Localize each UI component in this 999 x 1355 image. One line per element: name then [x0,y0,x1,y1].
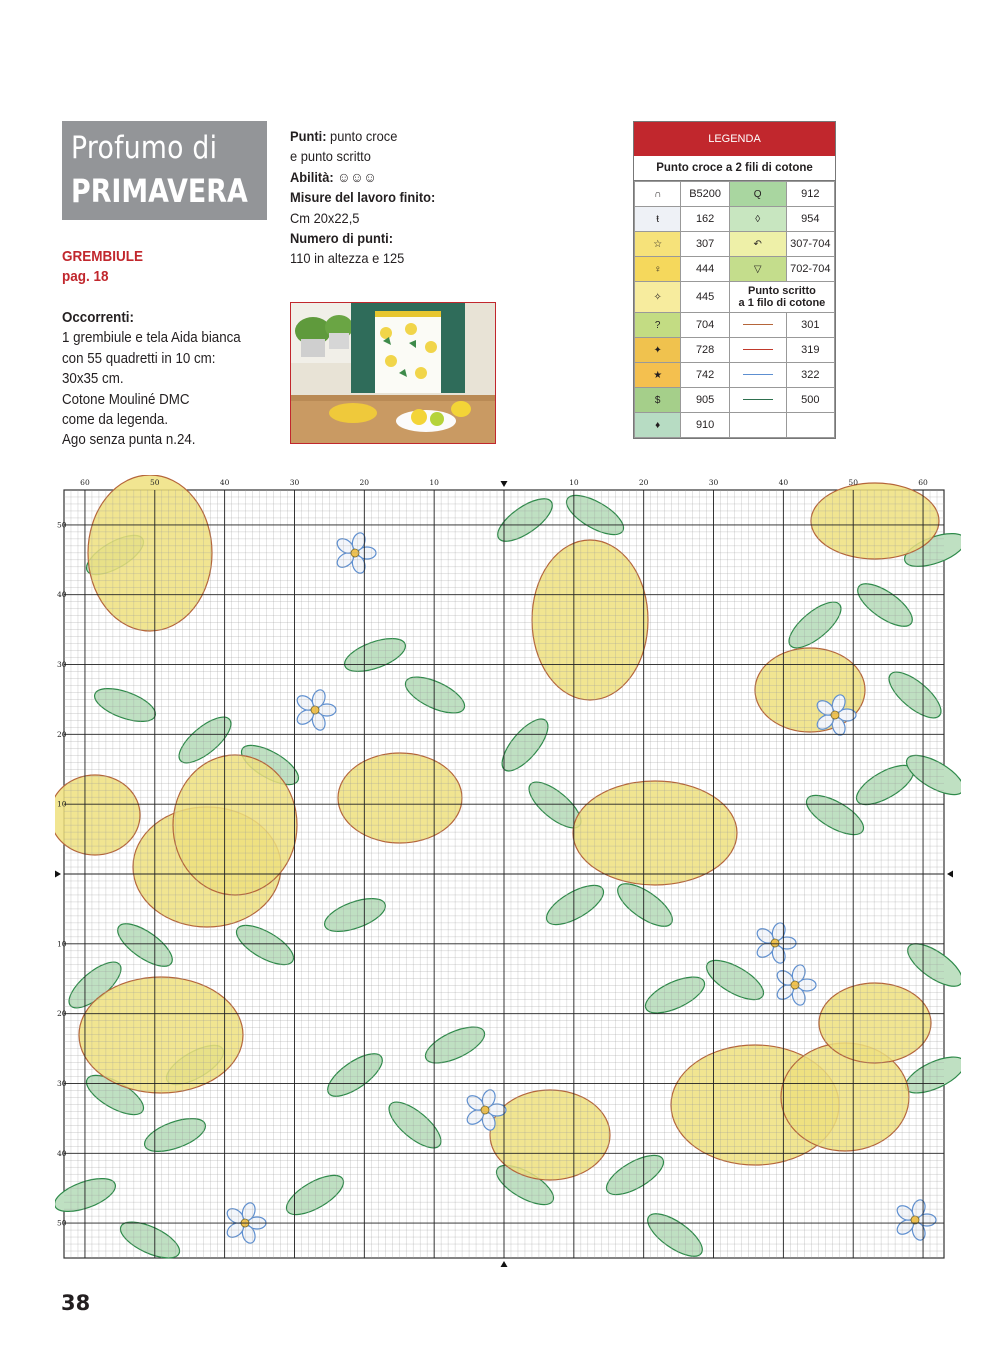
legend-row [635,338,835,363]
backstitch-heading-line: Punto scritto [748,285,816,297]
backstitch-heading [729,282,834,313]
lemon-motif [55,775,140,855]
info-line: Cm 20x22,5 [290,209,360,226]
legend-code: 728 [681,338,729,363]
lemon-motif [811,483,939,559]
column-number: 30 [708,478,719,487]
legend-code: 444 [681,257,729,282]
column-number: 60 [80,478,90,487]
column-number: 40 [219,478,230,487]
title-box [62,121,267,220]
legend-code: 742 [681,363,729,388]
supplies-line: come da legenda. [62,412,169,429]
flower-center [771,939,779,947]
column-number: 30 [289,478,300,487]
supplies-heading: Occorrenti: [62,310,134,326]
info-line: Punti: punto croce [290,128,398,144]
supplies-line: con 55 quadretti in 10 cm: [62,350,216,367]
info-line: 110 in altezza e 125 [290,250,405,267]
legend [633,121,836,439]
legend-empty [729,413,786,438]
title-line-2: PRIMAVERA [71,172,248,210]
supplies-line: 1 grembiule e tela Aida bianca [62,330,241,347]
project-name: GREMBIULE [62,248,143,265]
lemon-motif [573,781,737,885]
project-page: pag. 18 [62,268,109,285]
apron-photo-illustration [291,303,495,443]
legend-row [635,232,835,257]
column-number: 10 [569,478,579,487]
backstitch-swatch [743,374,773,375]
row-number: 50 [57,520,67,530]
row-number: 10 [57,939,67,949]
legend-title: LEGENDA [634,122,835,156]
backstitch-line [729,363,786,388]
legend-code: 301 [786,313,834,338]
column-number: 40 [778,478,789,487]
legend-symbol: ŧ [635,207,681,232]
row-number: 20 [57,729,67,739]
row-number: 40 [57,590,67,600]
legend-code: B5200 [681,182,729,207]
backstitch-line [729,338,786,363]
legend-row [635,313,835,338]
column-number: 60 [918,478,928,487]
legend-row [635,207,835,232]
column-number: 20 [359,478,370,487]
info-line: e punto scritto [290,148,371,165]
legend-code: 322 [786,363,834,388]
backstitch-swatch [743,399,773,400]
chart-canvas [55,475,961,1275]
cross-stitch-chart [55,475,961,1275]
column-number: 20 [638,478,649,487]
legend-code: 704 [681,313,729,338]
legend-code: 702-704 [786,257,834,282]
legend-code: 954 [786,207,834,232]
center-arrow-top [501,481,508,487]
supplies-line: Ago senza punta n.24. [62,432,196,449]
legend-row [635,182,835,207]
legend-code: 307 [681,232,729,257]
legend-code: 905 [681,388,729,413]
legend-symbol: ♀ [635,257,681,282]
legend-row [635,282,835,313]
lemon-motif [819,983,931,1063]
legend-symbol: ☆ [635,232,681,257]
backstitch-line [729,388,786,413]
page-number: 38 [61,1291,91,1315]
legend-symbol: $ [635,388,681,413]
legend-code: 319 [786,338,834,363]
legend-symbol: ♦ [635,413,681,438]
legend-symbol: ∩ [635,182,681,207]
legend-table [634,181,835,438]
lemon-motif [338,753,462,843]
flower-center [791,981,799,989]
legend-row [635,388,835,413]
legend-code: 445 [681,282,729,313]
legend-code: 910 [681,413,729,438]
legend-row [635,363,835,388]
legend-row [635,257,835,282]
row-number: 30 [57,1078,67,1088]
title-line-1: Profumo di [71,130,218,166]
lemon-motif [490,1090,610,1180]
legend-symbol: ✦ [635,338,681,363]
legend-symbol: ★ [635,363,681,388]
legend-empty [786,413,834,438]
legend-symbol: ▽ [729,257,786,282]
legend-symbol: ↶ [729,232,786,257]
legend-symbol: ✧ [635,282,681,313]
row-number: 50 [57,1218,67,1228]
flower-center [311,706,319,714]
project-label [62,247,143,287]
center-arrow-bottom [501,1261,508,1267]
center-arrow-right [947,871,953,878]
legend-symbol: Q [729,182,786,207]
row-number: 30 [57,660,67,670]
row-number: 40 [57,1148,67,1158]
backstitch-heading-line: a 1 filo di cotone [738,297,826,309]
row-number: 10 [57,799,67,809]
column-number: 50 [848,478,858,487]
info-line: Misure del lavoro finito: [290,189,436,206]
legend-code: 500 [786,388,834,413]
info-line: Numero di punti: [290,230,394,247]
legend-row [635,413,835,438]
supplies-line: Cotone Mouliné DMC [62,391,190,408]
supplies-line: 30x35 cm. [62,371,124,388]
row-number: 20 [57,1009,67,1019]
column-number: 10 [429,478,439,487]
legend-symbol: ? [635,313,681,338]
legend-code: 307-704 [786,232,834,257]
project-info [290,126,474,269]
backstitch-swatch [743,349,773,350]
legend-code: 912 [786,182,834,207]
flower-center [481,1106,489,1114]
backstitch-line [729,313,786,338]
lemon-motif [532,540,648,700]
supplies-list [62,308,255,451]
backstitch-swatch [743,324,773,325]
column-number: 50 [150,478,160,487]
legend-subtitle: Punto croce a 2 fili di cotone [634,156,835,181]
lemon-motif [79,977,243,1093]
center-arrow-left [55,871,61,878]
info-line: Abilità: ☺☺☺ [290,168,377,185]
apron-photo [290,302,496,444]
legend-symbol: ◊ [729,207,786,232]
legend-code: 162 [681,207,729,232]
